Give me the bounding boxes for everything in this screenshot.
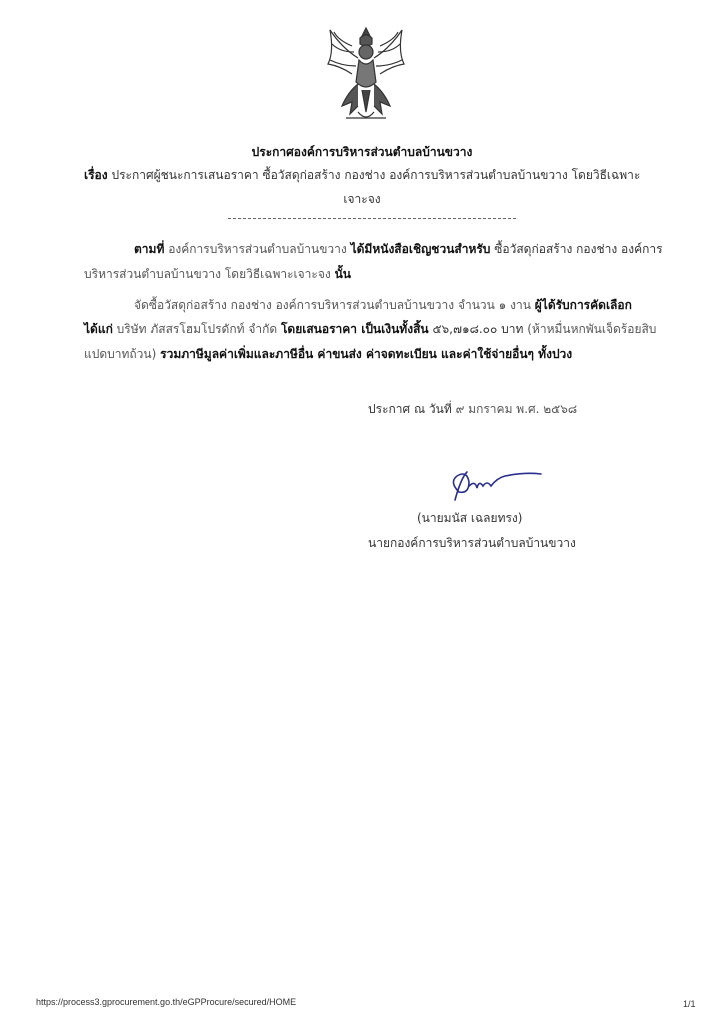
paragraph-2-line-2 xyxy=(84,321,656,337)
p2-offer: โดยเสนอราคา เป็นเงินทั้งสิ้น xyxy=(280,322,429,336)
garuda-emblem xyxy=(322,22,410,127)
subject-text: ประกาศผู้ชนะการเสนอราคา ซื้อวัสดุก่อสร้าง กองช่าง องค์การบริหารส่วนตำบลบ้านขวาง โดยวิธีเฉพาะ xyxy=(111,168,641,182)
p2-amount: ๕๖,๗๑๘.๐๐ บาท xyxy=(432,322,524,336)
p2-selected: ผู้ได้รับการคัดเลือก xyxy=(534,298,632,312)
p1-method: บริหารส่วนตำบลบ้านขวาง โดยวิธีเฉพาะเจาะจง xyxy=(84,267,331,281)
subject-label: เรื่อง xyxy=(84,168,108,182)
handwritten-signature xyxy=(445,468,545,504)
footer-url: https://process3.gprocurement.go.th/eGPProcure/secured/HOME xyxy=(36,997,297,1007)
paragraph-1-line-1 xyxy=(134,241,663,257)
paragraph-2-line-3 xyxy=(84,346,572,362)
p2-winner-label: ได้แก่ xyxy=(84,322,113,336)
signatory-name: (นายมนัส เฉลยทรง) xyxy=(417,511,523,525)
p2-winner: บริษัท ภัสสรโฮมโปรดักท์ จำกัด xyxy=(116,322,278,336)
p2-amount-words-end: แปดบาทถ้วน) xyxy=(84,347,157,361)
p1-lead: ตามที่ xyxy=(134,242,165,256)
announcement-title: ประกาศองค์การบริหารส่วนตำบลบ้านขวาง xyxy=(251,145,473,159)
signatory-position: นายกองค์การบริหารส่วนตำบลบ้านขวาง xyxy=(368,536,576,550)
p2-item: จัดซื้อวัสดุก่อสร้าง กองช่าง องค์การบริหารส่วนตำบลบ้านขวาง จำนวน ๑ งาน xyxy=(134,298,531,312)
subject-line xyxy=(84,167,640,183)
paragraph-1-line-2 xyxy=(84,266,351,282)
p1-project: ซื้อวัสดุก่อสร้าง กองช่าง องค์การ xyxy=(494,242,663,256)
paragraph-2-line-1 xyxy=(134,297,632,313)
p2-inclusive: รวมภาษีมูลค่าเพิ่มและภาษีอื่น ค่าขนส่ง ค่าจดทะเบียน และค่าใช้จ่ายอื่นๆ ทั้งปวง xyxy=(160,347,573,361)
page-number: 1/1 xyxy=(683,999,696,1009)
p1-agency: องค์การบริหารส่วนตำบลบ้านขวาง xyxy=(168,242,347,256)
date-label: ประกาศ ณ วันที่ xyxy=(368,402,452,416)
subject-line-2: เจาะจง xyxy=(343,192,381,206)
p1-end: นั้น xyxy=(334,267,351,281)
p1-invite: ได้มีหนังสือเชิญชวนสำหรับ xyxy=(350,242,491,256)
header-divider xyxy=(228,218,516,219)
date-value: ๙ มกราคม พ.ศ. ๒๕๖๘ xyxy=(455,402,578,416)
p2-amount-words: (ห้าหมื่นหกพันเจ็ดร้อยสิบ xyxy=(527,322,657,336)
announcement-date xyxy=(368,401,577,417)
